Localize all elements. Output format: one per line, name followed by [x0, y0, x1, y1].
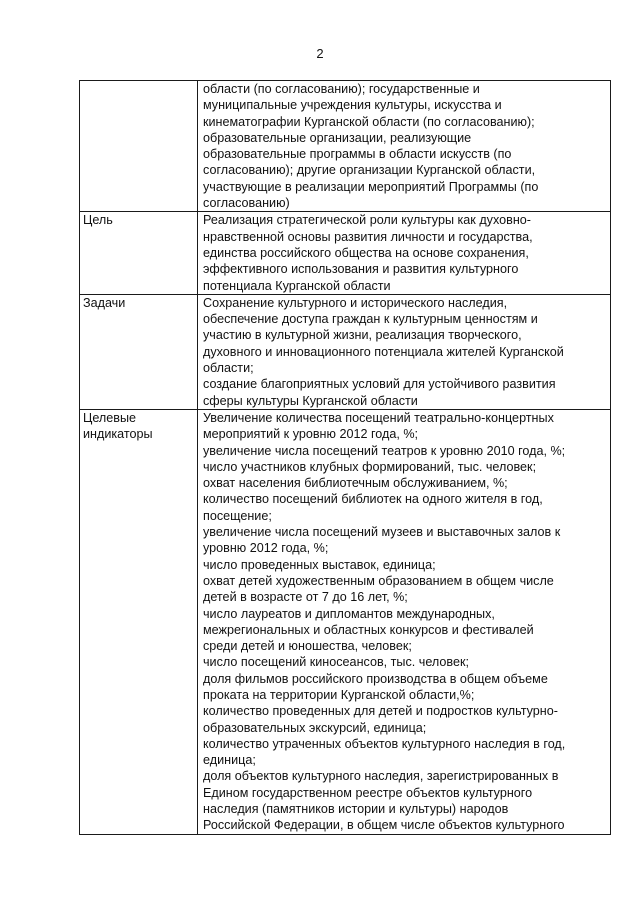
row-content-line: кинематографии Курганской области (по согласованию); — [203, 114, 535, 129]
row-content-line: количество посещений библиотек на одного жителя в год, — [203, 492, 543, 507]
row-content-line: Увеличение количества посещений театрально-концертных — [203, 410, 554, 425]
row-content-line: число лауреатов и дипломантов международных, — [203, 606, 495, 621]
row-content-line: эффективного использования и развития культурного — [203, 262, 519, 277]
row-content-line: доля фильмов российского производства в общем объеме — [203, 671, 548, 686]
row-content-line: среди детей и юношества, человек; — [203, 639, 412, 654]
row-label-line: Цель — [83, 213, 113, 228]
row-content-line: число посещений киносеансов, тыс. человек; — [203, 655, 469, 670]
row-label-cell — [80, 409, 198, 834]
row-content-line: охват детей художественным образованием в общем числе — [203, 573, 554, 588]
row-content-line: Сохранение культурного и исторического наследия, — [203, 295, 508, 310]
row-content-line: увеличение числа посещений театров к уровню 2010 года, %; — [203, 443, 566, 458]
row-content-line: муниципальные учреждения культуры, искусства и — [203, 98, 502, 113]
table-row — [80, 81, 611, 212]
row-content-line: количество утраченных объектов культурного наследия в год, — [203, 736, 566, 751]
row-content-line: духовного и инновационного потенциала жителей Курганской — [203, 344, 564, 359]
row-content-line: образовательных экскурсий, единица; — [203, 720, 427, 735]
row-content-line: количество проведенных для детей и подростков культурно- — [203, 704, 558, 719]
row-content-line: области (по согласованию); государственные и — [203, 82, 480, 96]
row-content-line: единства российского общества на основе сохранения, — [203, 245, 529, 260]
row-content-line: создание благоприятных условий для устойчивого развития — [203, 377, 556, 392]
row-content-line: доля объектов культурного наследия, зарегистрированных в — [203, 769, 559, 784]
row-content-line: образовательные организации, реализующие — [203, 130, 472, 145]
table-body — [80, 81, 611, 835]
row-content-line: детей в возрасте от 7 до 16 лет, %; — [203, 590, 408, 605]
table-row — [80, 409, 611, 834]
program-passport-table — [79, 80, 611, 835]
row-label-cell — [80, 294, 198, 409]
page-number: 2 — [316, 46, 324, 61]
row-content-line: посещение; — [203, 508, 272, 523]
row-content-cell — [198, 212, 611, 294]
row-content-line: обеспечение доступа граждан к культурным ценностям и — [203, 312, 538, 327]
row-content-line: сферы культуры Курганской области — [203, 393, 418, 408]
row-content-cell — [198, 81, 611, 212]
row-content-line: число участников клубных формирований, тыс. человек; — [203, 459, 537, 474]
row-label-cell — [80, 81, 198, 212]
row-content-line: единица; — [203, 753, 256, 768]
row-content-line: участию в культурной жизни, реализация творческого, — [203, 328, 522, 343]
row-content-line: Реализация стратегической роли культуры как духовно- — [203, 213, 531, 228]
row-content-line: межрегиональных и областных конкурсов и фестивалей — [203, 622, 534, 637]
row-content-line: охват населения библиотечным обслуживанием, %; — [203, 476, 508, 491]
row-label-line: Задачи — [83, 295, 126, 310]
row-content-line: проката на территории Курганской области,%; — [203, 687, 475, 702]
row-content-cell — [198, 294, 611, 409]
row-content-cell — [198, 409, 611, 834]
row-content-line: потенциала Курганской области — [203, 278, 391, 293]
row-content-line: увеличение числа посещений музеев и выставочных залов к — [203, 525, 561, 540]
row-label-line: индикаторы — [83, 427, 153, 442]
table-row — [80, 212, 611, 294]
row-content-line: образовательные программы в области искусств (по — [203, 147, 512, 162]
row-label-cell — [80, 212, 198, 294]
table-row — [80, 294, 611, 409]
row-content-line: наследия (памятников истории и культуры) народов — [203, 802, 509, 817]
row-content-line: согласованию) — [203, 196, 290, 211]
row-content-line: уровню 2012 года, %; — [203, 541, 329, 556]
row-content-line: области; — [203, 361, 254, 376]
row-label-line: Целевые — [83, 410, 137, 425]
row-content-line: число проведенных выставок, единица; — [203, 557, 436, 572]
row-content-line: мероприятий к уровню 2012 года, %; — [203, 427, 419, 442]
row-content-line: нравственной основы развития личности и государства, — [203, 229, 533, 244]
row-content-line: Российской Федерации, в общем числе объектов культурного — [203, 818, 565, 833]
row-content-line: согласованию); другие организации Курганской области, — [203, 163, 536, 178]
row-content-line: участвующие в реализации мероприятий Программы (по — [203, 179, 539, 194]
row-content-line: Едином государственном реестре объектов культурного — [203, 785, 533, 800]
